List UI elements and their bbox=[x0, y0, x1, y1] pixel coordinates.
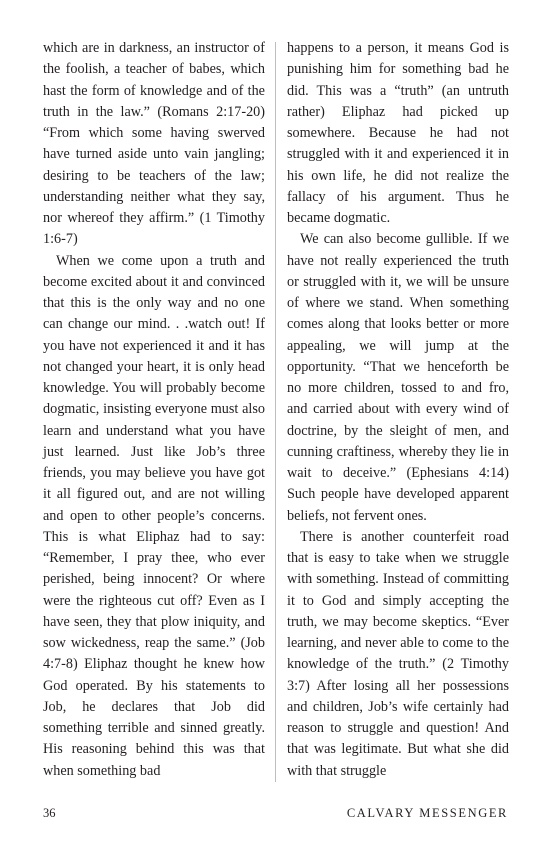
paragraph: We can also become gullible. If we have not really experienced the truth or struggled with it, we will be unsure of where we stand. When something comes along that looks better or more appealing, we will jump at the opportunity. “That we henceforth be no more children, tossed to and fro, and carried about with every wind of doctrine, by the sleight of men, and cunning craftiness, whereby they lie in wait to deceive.” (Ephesians 4:14) Such people have developed apparent beliefs, not fervent ones. bbox=[287, 231, 509, 524]
paragraph: happens to a person, it means God is punishing him for something bad he did. This was a “truth” (an untruth rather) Eliphaz had picked up somewhere. Because he had not struggled with it and experienced it in his own life, he did not realize the fallacy of his argument. Thus he became dogmatic. bbox=[287, 40, 509, 226]
column-divider bbox=[275, 42, 276, 782]
left-column bbox=[43, 38, 265, 782]
paragraph: When we come upon a truth and become excited about it and convinced that this is the only way and no one can change our mind. . .watch out! If you have not experienced it and it has not changed your heart, it is only head knowledge. You will probably become dogmatic, insisting everyone must also learn and understand what you have just learned. Just like Job’s three friends, you may believe you have got it all figured out, and are not willing and open to other people’s concerns. This is what Eliphaz had to say: “Remember, I pray thee, who ever perished, being innocent? Or where were the righteous cut off? Even as I have seen, they that plow iniquity, and sow wickedness, reap the same.” (Job 4:7-8) Eliphaz thought he knew how God operated. By his statements to Job, he declares that Job did something terrible and sinned greatly. His reasoning behind this was that when something bad bbox=[43, 252, 265, 779]
paragraph: There is another counterfeit road that is easy to take when we struggle with something. Instead of committing it to God and simply accepting the truth, we may become skeptics. “Ever learning, and never able to come to the knowledge of the truth.” (2 Timothy 3:7) After losing all her possessions and children, Job’s wife certainly had reason to struggle and question! And that was legitimate. But what she did with that struggle bbox=[287, 528, 509, 779]
right-column bbox=[287, 38, 509, 782]
page-number: 36 bbox=[43, 806, 56, 820]
page-footer bbox=[43, 806, 508, 826]
paragraph: which are in darkness, an instructor of the foolish, a teacher of babes, which hast the form of knowledge and of the truth in the law.” (Romans 2:17-20) “From which some having swerved have turned aside unto vain jangling; desiring to be teachers of the law; understanding neither what they say, nor whereof they affirm.” (1 Timothy 1:6-7) bbox=[43, 40, 265, 248]
running-title: CALVARY MESSENGER bbox=[346, 806, 508, 820]
